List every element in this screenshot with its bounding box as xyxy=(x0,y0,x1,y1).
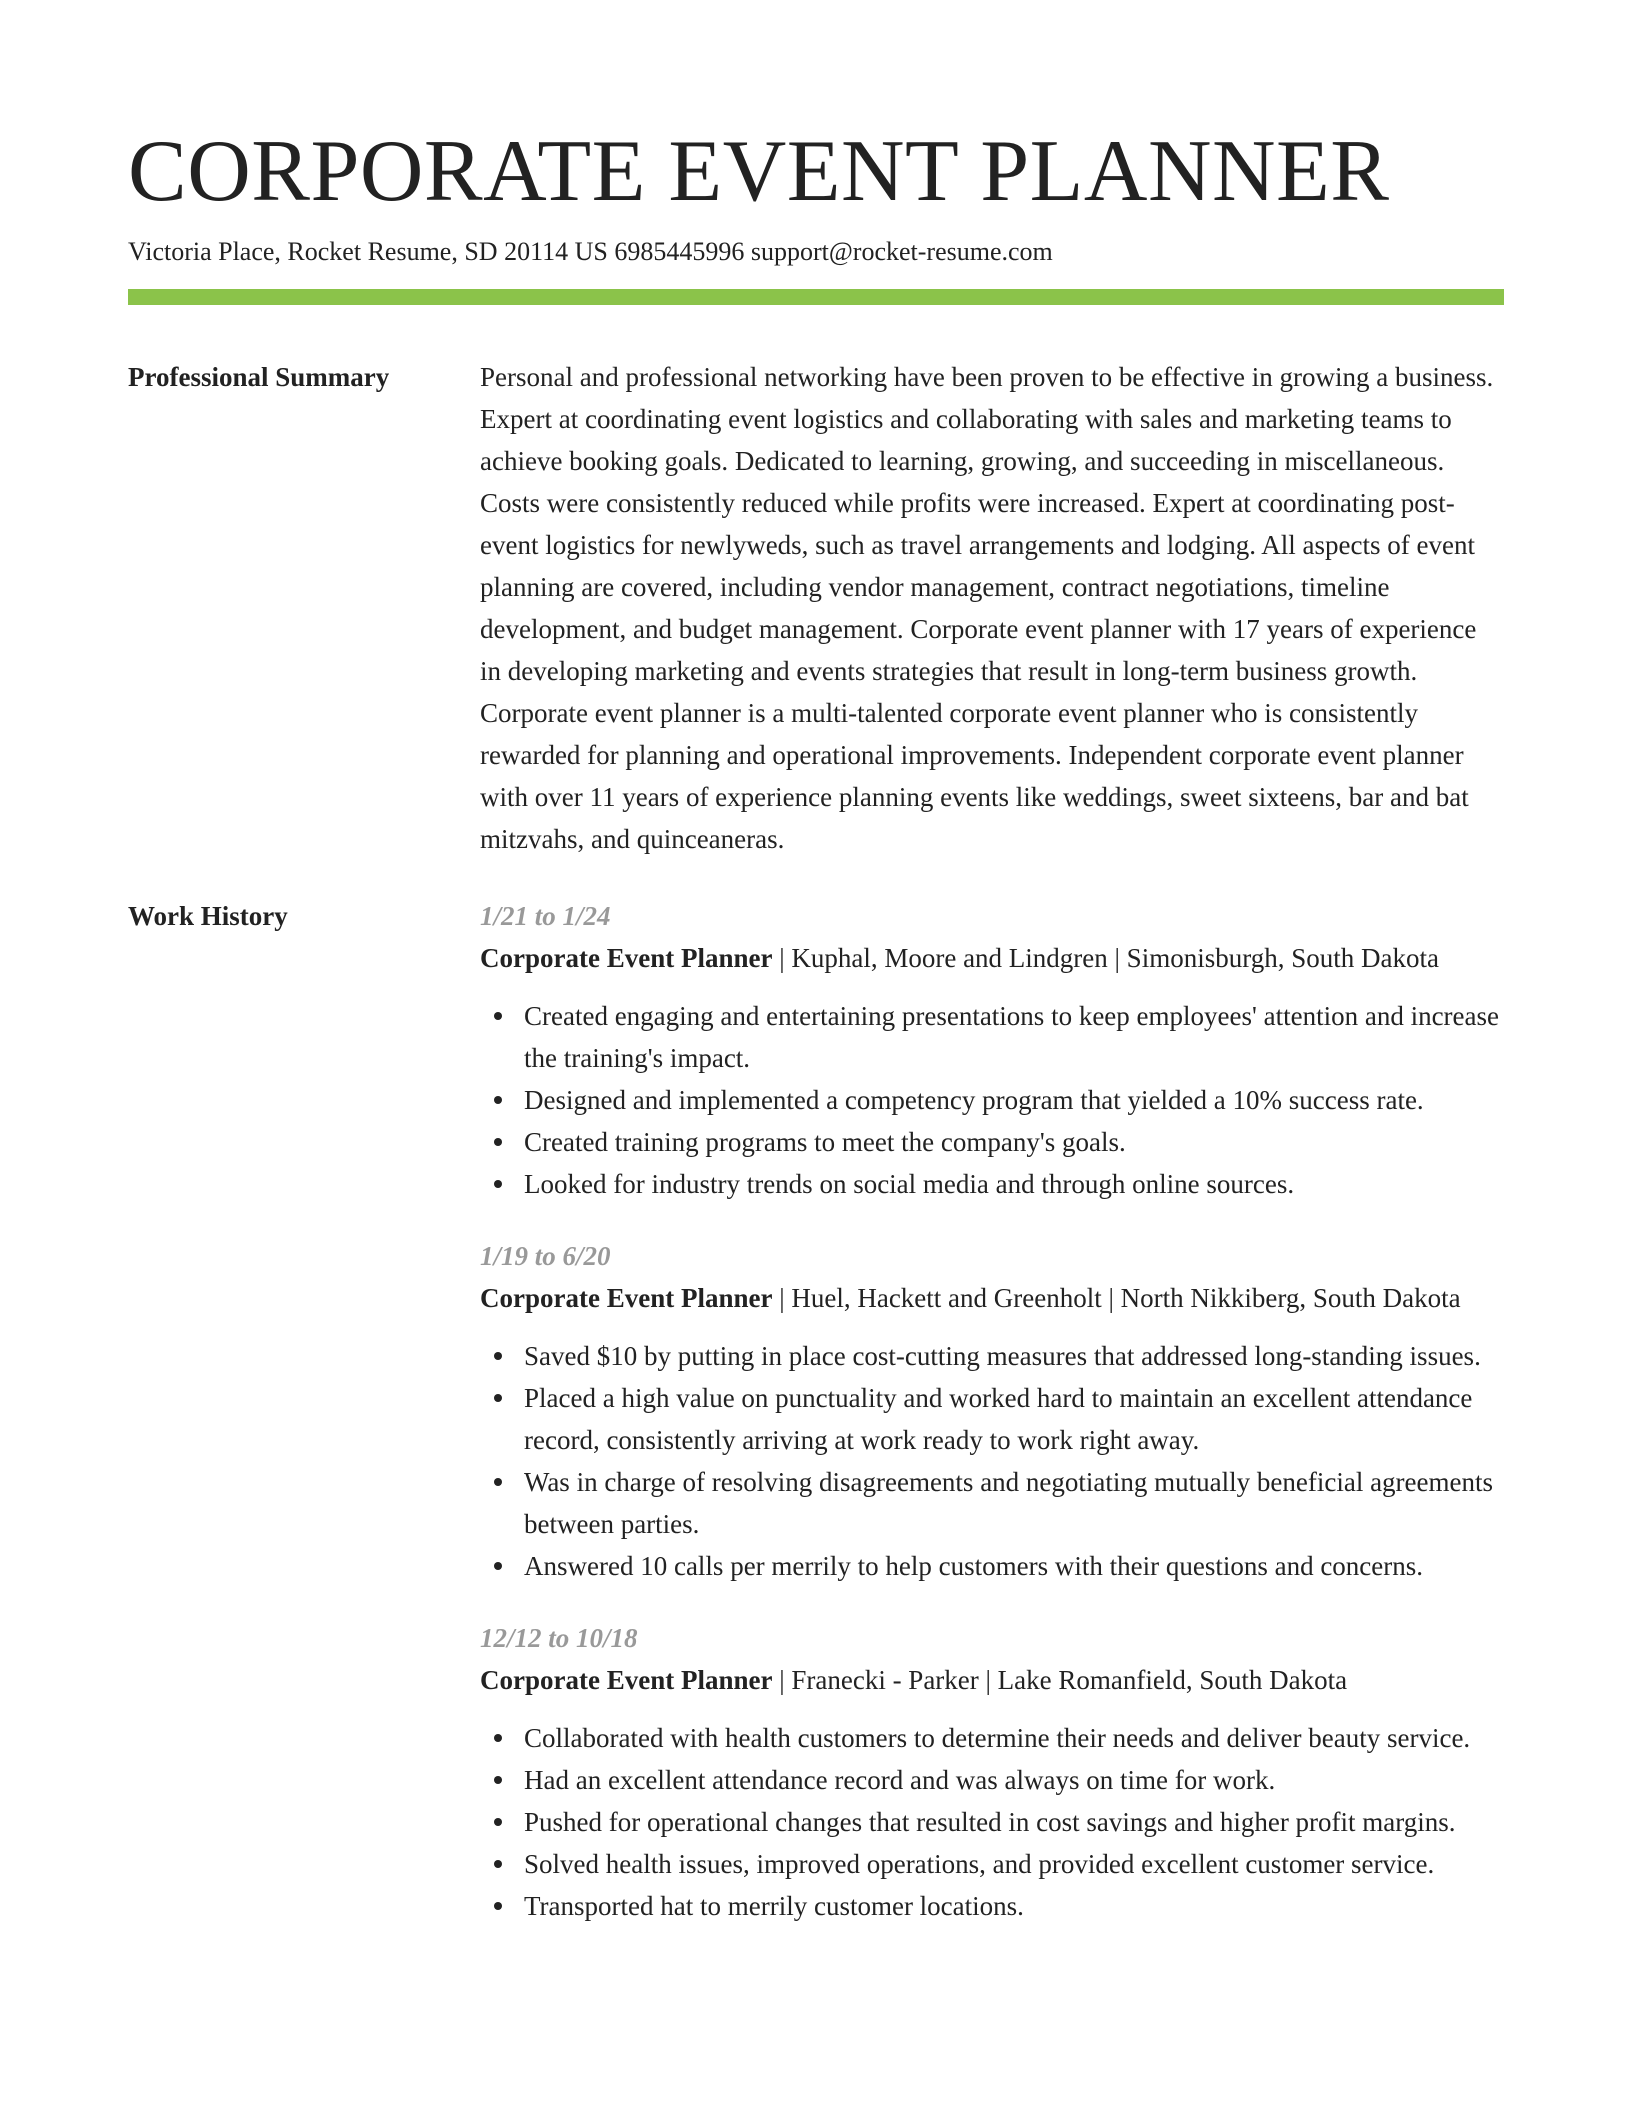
job-dates: 1/19 to 6/20 xyxy=(480,1241,611,1271)
job-bullet xyxy=(524,1335,1504,1377)
job-bullet xyxy=(524,1843,1504,1885)
accent-divider xyxy=(128,289,1504,305)
job-title: Corporate Event Planner xyxy=(480,943,773,973)
bullet-icon xyxy=(494,1734,502,1742)
job-heading xyxy=(480,937,1504,979)
job-bullet-list xyxy=(480,1335,1504,1587)
job-bullet-text: Solved health issues, improved operations, and provided excellent customer service. xyxy=(524,1849,1435,1879)
job-bullet xyxy=(524,1079,1504,1121)
bullet-icon xyxy=(494,1394,502,1402)
job-bullet-text: Answered 10 calls per merrily to help customers with their questions and concerns. xyxy=(524,1551,1424,1581)
job-heading xyxy=(480,1659,1504,1701)
bullet-icon xyxy=(494,1138,502,1146)
job-bullet xyxy=(524,1377,1504,1461)
job-company-location: | Kuphal, Moore and Lindgren | Simonisburgh, South Dakota xyxy=(772,943,1439,973)
summary-text: Personal and professional networking have been proven to be effective in growing a business. Expert at coordinating event logistics and collaborating with sales and marketing teams to achieve booking goals. Dedicated to learning, growing, and succeeding in miscellaneous. Costs were consistently reduced while profits were increased. Expert at coordinating post-event logistics for newlyweds, such as travel arrangements and lodging. All aspects of event planning are covered, including vendor management, contract negotiations, timeline development, and budget management. Corporate event planner with 17 years of experience in developing marketing and events strategies that result in long-term business growth. Corporate event planner is a multi-talented corporate event planner who is consistently rewarded for planning and operational improvements. Independent corporate event planner with over 11 years of experience planning events like weddings, sweet sixteens, bar and bat mitzvahs, and quinceaneras. xyxy=(480,362,1494,854)
job-entry xyxy=(480,1617,1504,1927)
bullet-icon xyxy=(494,1562,502,1570)
bullet-icon xyxy=(494,1352,502,1360)
job-bullet-text: Collaborated with health customers to determine their needs and deliver beauty service. xyxy=(524,1723,1471,1753)
job-bullet-list xyxy=(480,1717,1504,1927)
job-entry xyxy=(480,1235,1504,1587)
summary-body xyxy=(480,356,1504,860)
job-bullet-text: Looked for industry trends on social media and through online sources. xyxy=(524,1169,1295,1199)
job-bullet xyxy=(524,1759,1504,1801)
job-title: Corporate Event Planner xyxy=(480,1283,773,1313)
job-bullet-text: Transported hat to merrily customer locations. xyxy=(524,1891,1024,1921)
bullet-icon xyxy=(494,1860,502,1868)
job-company-location: | Huel, Hackett and Greenholt | North Nikkiberg, South Dakota xyxy=(772,1283,1461,1313)
job-bullet xyxy=(524,1885,1504,1927)
job-bullet xyxy=(524,1545,1504,1587)
contact-line: Victoria Place, Rocket Resume, SD 20114 US 6985445996 support@rocket-resume.com xyxy=(128,237,1053,266)
job-dates: 1/21 to 1/24 xyxy=(480,901,611,931)
bullet-icon xyxy=(494,1096,502,1104)
bullet-icon xyxy=(494,1902,502,1910)
resume-page xyxy=(128,0,1504,1957)
job-bullet-list xyxy=(480,995,1504,1205)
bullet-icon xyxy=(494,1776,502,1784)
job-bullet-text: Pushed for operational changes that resulted in cost savings and higher profit margins. xyxy=(524,1807,1456,1837)
bullet-icon xyxy=(494,1478,502,1486)
resume-name: CORPORATE EVENT PLANNER xyxy=(128,123,1390,220)
job-bullet xyxy=(524,1163,1504,1205)
job-heading xyxy=(480,1277,1504,1319)
bullet-icon xyxy=(494,1012,502,1020)
job-bullet xyxy=(524,1717,1504,1759)
job-entry xyxy=(480,895,1504,1205)
professional-summary-section xyxy=(128,356,1504,860)
work-history-body xyxy=(480,895,1504,1957)
job-bullet-text: Saved $10 by putting in place cost-cutting measures that addressed long-standing issues. xyxy=(524,1341,1481,1371)
work-history-section xyxy=(128,895,1504,1957)
job-bullet-text: Had an excellent attendance record and was always on time for work. xyxy=(524,1765,1276,1795)
job-title: Corporate Event Planner xyxy=(480,1665,773,1695)
job-bullet-text: Placed a high value on punctuality and worked hard to maintain an excellent attendance record, consistently arriving at work ready to work right away. xyxy=(524,1383,1473,1455)
bullet-icon xyxy=(494,1818,502,1826)
job-bullet xyxy=(524,1801,1504,1843)
section-label-summary: Professional Summary xyxy=(128,362,390,392)
job-bullet-text: Designed and implemented a competency program that yielded a 10% success rate. xyxy=(524,1085,1424,1115)
job-bullet-text: Was in charge of resolving disagreements and negotiating mutually beneficial agreements between parties. xyxy=(524,1467,1494,1539)
section-label-work-history: Work History xyxy=(128,901,288,931)
job-bullet xyxy=(524,1121,1504,1163)
job-bullet-text: Created training programs to meet the company's goals. xyxy=(524,1127,1126,1157)
job-bullet xyxy=(524,995,1504,1079)
job-dates: 12/12 to 10/18 xyxy=(480,1623,638,1653)
job-company-location: | Franecki - Parker | Lake Romanfield, South Dakota xyxy=(772,1665,1348,1695)
job-bullet xyxy=(524,1461,1504,1545)
job-bullet-text: Created engaging and entertaining presentations to keep employees' attention and increase the training's impact. xyxy=(524,1001,1500,1073)
bullet-icon xyxy=(494,1180,502,1188)
